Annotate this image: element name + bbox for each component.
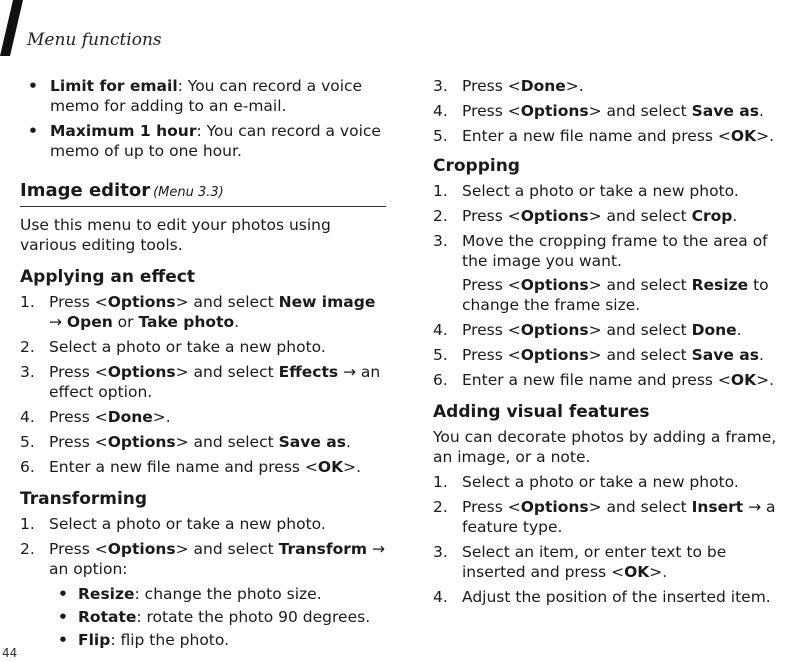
step-item: 2. Select a photo or take a new photo. [20,338,326,356]
step-item: 5. Enter a new file name and press <OK>. [433,127,775,145]
step-item: 5. Press <Options> and select Save as. [433,346,764,364]
step-item: 3. Select an item, or enter text to be inserted and press <OK>. [433,543,727,581]
heading-adding-visual-features: Adding visual features [433,402,650,422]
step-item: 4. Press <Done>. [20,408,171,426]
step-item: 2. Press <Options> and select Crop. [433,207,738,225]
step-item: 4. Press <Options> and select Save as. [433,102,764,120]
heading-cropping: Cropping [433,156,520,176]
step-item: 6. Enter a new file name and press <OK>. [433,371,775,389]
header-accent-bar [0,0,23,56]
step-item: 1. Select a photo or take a new photo. [433,182,739,200]
step-item: 1. Press <Options> and select New image → Open or Take photo. [20,293,376,331]
image-editor-intro: Use this menu to edit your photos using various editing tools. [20,216,331,254]
step-item: 5. Press <Options> and select Save as. [20,433,351,451]
step-item: 3. Press <Done>. [433,77,584,95]
sub-bullet-resize: • Resize: change the photo size. [20,584,390,604]
sub-bullet-rotate: • Rotate: rotate the photo 90 degrees. [20,607,390,627]
header-title: Menu functions [27,30,162,50]
heading-applying-effect: Applying an effect [20,267,195,287]
step-item: 2. Press <Options> and select Transform → an option: [20,540,385,578]
step-continuation: Press <Options> and select Resize to change the frame size. [462,276,769,314]
heading-transforming: Transforming [20,489,148,509]
page-number: 44 [2,646,18,660]
left-column [20,76,390,653]
step-item: 3. Move the cropping frame to the area of the image you want. [433,232,768,270]
right-column [433,76,793,612]
step-item: 1. Select a photo or take a new photo. [20,515,326,533]
step-item: 1. Select a photo or take a new photo. [433,473,739,491]
step-item: 6. Enter a new file name and press <OK>. [20,458,362,476]
step-item: 3. Press <Options> and select Effects → an effect option. [20,363,381,401]
section-title-image-editor: Image editor (Menu 3.3) [20,181,386,207]
sub-bullet-flip: • Flip: flip the photo. [20,630,390,650]
step-item: 2. Press <Options> and select Insert → a feature type. [433,498,776,536]
bullet-maximum-1-hour: • Maximum 1 hour: You can record a voice memo of up to one hour. [20,121,390,161]
step-item: 4. Press <Options> and select Done. [433,321,742,339]
visual-features-intro: You can decorate photos by adding a frame, an image, or a note. [433,428,777,466]
step-item: 4. Adjust the position of the inserted item. [433,588,771,606]
bullet-limit-for-email: • Limit for email: You can record a voice memo for adding to an e-mail. [20,76,390,116]
